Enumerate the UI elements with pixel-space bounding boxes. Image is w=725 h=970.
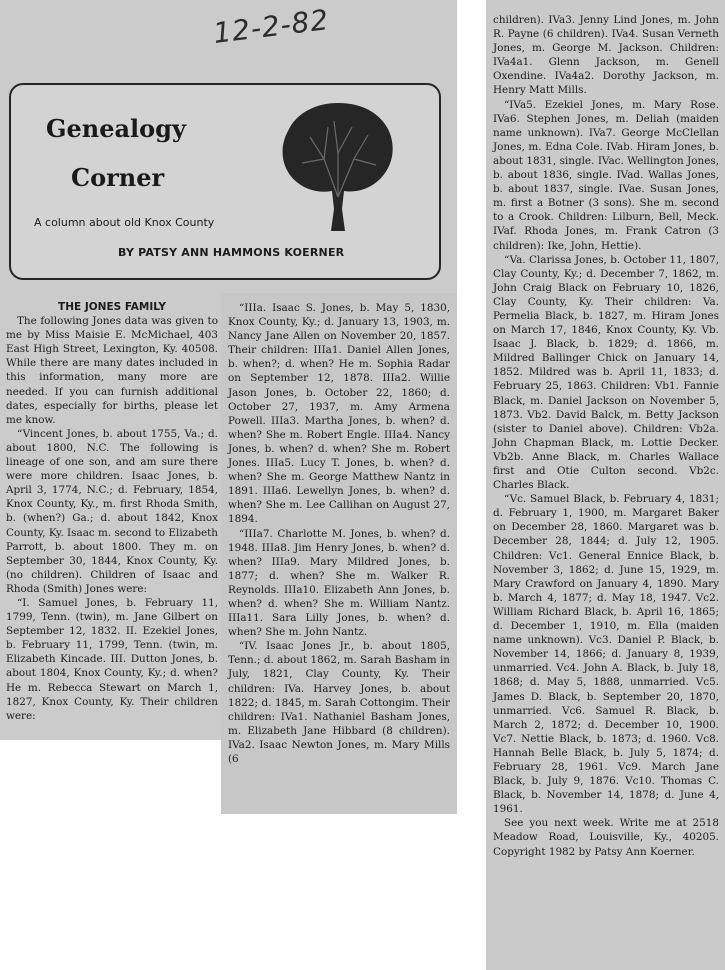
column2-paragraph: “IV. Isaac Jones Jr., b. about 1805, Tenn.; d. about 1862, m. Sarah Basham in July, 1821, Clay County, Ky. Their children: IVa. Harvey Jones, b. about 1822; d. 1845, m. Sarah Cottongim. Their children: IVa1. Nathaniel Basham Jones, m. Elizabeth Jane Hibbard (8 children). IVa2. Isaac Newton Jones, m. Mary Mills (6 <box>228 640 450 765</box>
handwritten-date: 12-2-82 <box>211 3 331 50</box>
column-2 <box>228 301 450 766</box>
column3-paragraph: children). IVa3. Jenny Lind Jones, m. John R. Payne (6 children). IVa4. Susan Verneth Jones, m. George M. Jackson. Children: IVa4a1. Glenn Jackson, m. Genell Oxendine. IVa4a2. Dorothy Jackson, m. Henry Matt Mills. <box>493 14 719 97</box>
column-heading: THE JONES FAMILY <box>58 301 166 313</box>
column3-paragraph: “Va. Clarissa Jones, b. October 11, 1807, Clay County, Ky.; d. December 7, 1862, m. John Craig Black on February 10, 1826, Clay County, Ky. Their children: Va. Permelia Black, b. 1827, m. Hiram Jones on March 17, 1846, Knox County, Ky. Vb. Isaac J. Black, b. 1829; d. 1866, m. Mildred Ballinger Chick on January 14, 1852. Mildred was b. April 11, 1833; d. February 25, 1863. Children: Vb1. Fannie Black, m. Daniel Jackson on November 5, 1873. Vb2. David Balck, m. Betty Jackson (sister to Daniel above). Children: Vb2a. John Chapman Black, m. Lottie Decker. Vb2b. Anne Black, m. Charles Wallace first and Otie Culton second. Vb2c. Charles Black. <box>493 253 719 492</box>
column3-paragraph: See you next week. Write me at 2518 Meadow Road, Louisville, Ky., 40205. Copyright 1982 by Patsy Ann Koerner. <box>493 817 719 858</box>
column3-paragraph: “Vc. Samuel Black, b. February 4, 1831; d. February 1, 1900, m. Margaret Baker on December 28, 1860. Margaret was b. December 28, 1844; d. July 12, 1905. Children: Vc1. General Ennice Black, b. November 3, 1862; d. June 15, 1929, m. Mary Crawford on January 4, 1890. Mary b. March 4, 1877; d. May 18, 1947. Vc2. William Richard Black, b. April 16, 1865; d. December 1, 1910, m. Ella (maiden name unknown). Vc3. Daniel P. Black, b. November 14, 1866; d. January 8, 1939, unmarried. Vc4. John A. Black, b. July 18, 1868; d. May 5, 1888, unmarried. Vc5. James D. Black, b. September 20, 1870, unmarried. Vc6. Samuel R. Black, b. March 2, 1872; d. December 10, 1900. Vc7. Nettie Black, b. 1873; d. 1960. Vc8. Hannah Belle Black, b. July 5, 1874; d. February 28, 1961. Vc9. March Jane Black, b. July 9, 1876. Vc10. Thomas C. Black, b. November 14, 1878; d. June 4, 1961. <box>493 493 719 816</box>
tree-icon <box>276 97 400 237</box>
masthead-byline: BY PATSY ANN HAMMONS KOERNER <box>118 246 345 259</box>
column1-paragraph: “I. Samuel Jones, b. February 11, 1799, Tenn. (twin), m. Jane Gilbert on September 12, 1832. II. Ezekiel Jones, b. February 11, 1799, Tenn. (twin, m. Elizabeth Kincade. III. Dutton Jones, b. about 1804, Knox County, Ky.; d. when? He m. Rebecca Stewart on March 1, 1827, Knox County, Ky. Their children were: <box>6 596 218 722</box>
column2-paragraph: “IIIa. Isaac S. Jones, b. May 5, 1830, Knox County, Ky.; d. January 13, 1903, m. Nancy Jane Allen on November 20, 1857. Their children: IIIa1. Daniel Allen Jones, b. when?; d. when? He m. Sophia Radar on September 12, 1878. IIIa2. Willie Jason Jones, b. October 22, 1860; d. October 27, 1937, m. Amy Armena Powell. IIIa3. Martha Jones, b. when? d. when? She m. Robert Engle. IIIa4. Nancy Jones, b. when? d. when? She m. Robert Jones. IIIa5. Lucy T. Jones, b. when? d. when? She m. George Matthew Nantz in 1891. IIIa6. Lewellyn Jones, b. when? d. when? She m. Lee Callihan on August 27, 1894. <box>228 302 450 526</box>
column2-paragraph: “IIIa7. Charlotte M. Jones, b. when? d. 1948. IIIa8. Jim Henry Jones, b. when? d. when? IIIa9. Mary Mildred Jones, b. 1877; d. when? She m. Walker R. Reynolds. IIIa10. Elizabeth Ann Jones, b. when? d. when? She m. William Nantz. IIIa11. Sara Lilly Jones, b. when? d. when? She m. John Nantz. <box>228 527 450 639</box>
column1-paragraph: The following Jones data was given to me by Miss Maisie E. McMichael, 403 East High Street, Lexington, Ky. 40508. While there are many dates included in this information, many more are needed. If you can furnish additional dates, especially for births, please let me know. <box>6 315 218 426</box>
column-3 <box>493 13 719 859</box>
masthead-subtitle: A column about old Knox County <box>34 216 215 229</box>
column-1 <box>6 300 218 723</box>
column1-paragraph: “Vincent Jones, b. about 1755, Va.; d. about 1800, N.C. The following is lineage of one son, and am sure there were more children. Isaac Jones, b. April 3, 1774, N.C.; d. February, 1854, Knox County, Ky., m. first Rhoda Smith, b. (when?) Ga.; d. about 1842, Knox County, Ky. Isaac m. second to Elizabeth Parrott, b. about 1800. They m. on September 30, 1844, Knox County, Ky. (no children). Children of Isaac and Rhoda (Smith) Jones were: <box>6 427 218 595</box>
masthead-title-line1: Genealogy <box>46 114 186 143</box>
column3-paragraph: “IVa5. Ezekiel Jones, m. Mary Rose. IVa6. Stephen Jones, m. Deliah (maiden name unknown). IVa7. George McClellan Jones, m. Edna Cole. IVab. Hiram Jones, b. about 1831, single. IVac. Wellington Jones, b. about 1836, single. IVad. Wallas Jones, b. about 1837, single. IVae. Susan Jones, m. first a Botner (3 sons). She m. second to a Crook. Children: Lilburn, Bell, Meck. IVaf. Rhoda Jones, m. Frank Catron (3 children): Ike, John, Hettie). <box>493 98 719 252</box>
masthead-title-line2: Corner <box>71 163 165 192</box>
